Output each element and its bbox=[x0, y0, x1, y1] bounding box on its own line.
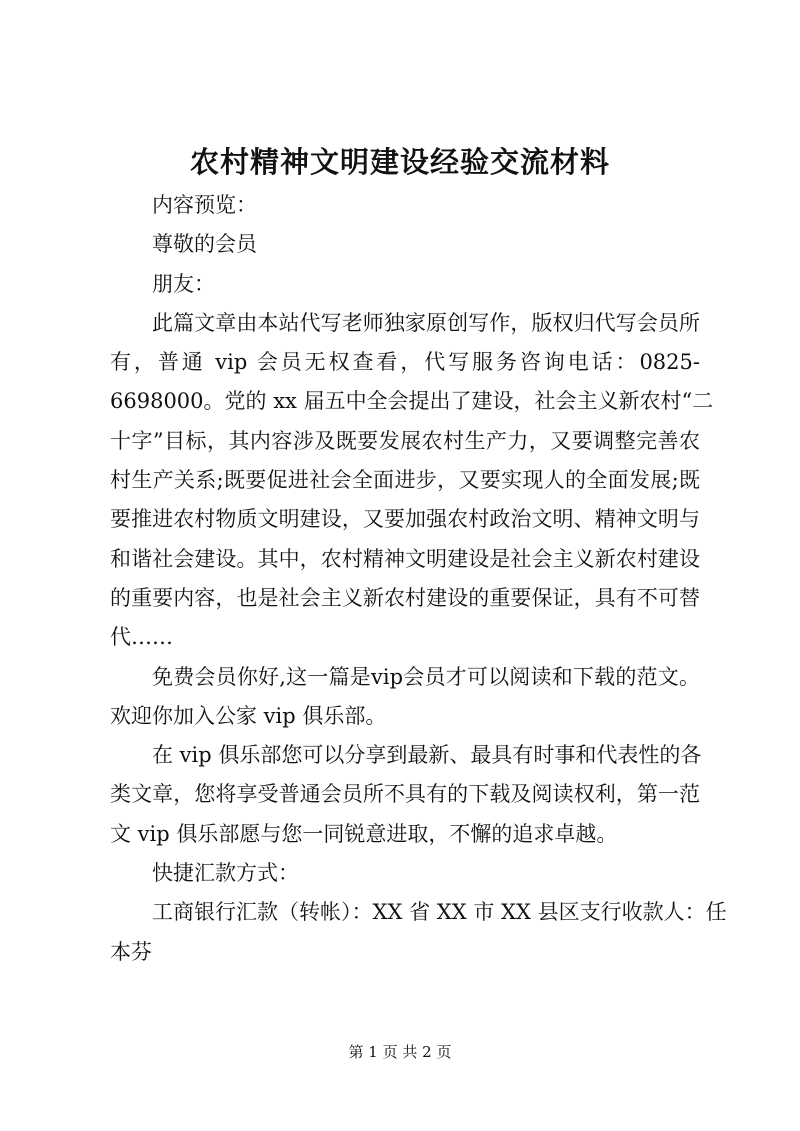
paragraph-preview-label bbox=[110, 186, 700, 225]
text-line: 村生产关系;既要促进社会全面进步，又要实现人的全面发展;既 bbox=[110, 468, 700, 493]
text-line: 免费会员你好,这一篇是vip会员才可以阅读和下载的范文。 bbox=[152, 664, 700, 689]
paragraph-payment-heading bbox=[110, 854, 700, 893]
text-line: 工商银行汇款（转帐）：XX 省 XX 市 XX 县区支行收款人：任 bbox=[152, 900, 727, 925]
page-number-footer: 第 1 页 共 2 页 bbox=[348, 1043, 452, 1061]
text-line: 尊敬的会员 bbox=[152, 232, 257, 257]
text-line: 要推进农村物质文明建设，又要加强农村政治文明、精神文明与 bbox=[110, 507, 700, 532]
text-line: 有，普通 vip 会员无权查看，代写服务咨询电话：0825- bbox=[110, 350, 700, 375]
document-body bbox=[110, 186, 727, 972]
text-line: 本芬 bbox=[110, 939, 152, 964]
document-title: 农村精神文明建设经验交流材料 bbox=[189, 145, 610, 179]
paragraph-bank-transfer bbox=[110, 893, 727, 972]
text-line: 在 vip 俱乐部您可以分享到最新、最具有时事和代表性的各 bbox=[152, 743, 702, 768]
text-line: 朋友： bbox=[152, 271, 215, 296]
text-line: 快捷汇款方式： bbox=[152, 861, 299, 886]
text-line: 的重要内容，也是社会主义新农村建设的重要保证，具有不可替 bbox=[110, 585, 700, 610]
text-line: 内容预览： bbox=[152, 193, 257, 217]
text-line: 和谐社会建设。其中，农村精神文明建设是社会主义新农村建设 bbox=[110, 546, 700, 571]
text-line: 6698000。党的 xx 届五中全会提出了建设，社会主义新农村“二 bbox=[110, 389, 714, 414]
paragraph-intro bbox=[110, 304, 714, 658]
text-line: 代…… bbox=[110, 625, 173, 650]
paragraph-vip-club bbox=[110, 736, 700, 854]
paragraph-salutation bbox=[110, 265, 700, 304]
text-line: 类文章，您将享受普通会员所不具有的下载及阅读权利，第一范 bbox=[110, 782, 700, 807]
paragraph-member-notice bbox=[110, 658, 700, 737]
paragraph-greeting bbox=[110, 225, 700, 264]
text-line: 欢迎你加入公家 vip 俱乐部。 bbox=[110, 703, 387, 728]
text-line: 十字”目标，其内容涉及既要发展农村生产力，又要调整完善农 bbox=[110, 428, 700, 453]
text-line: 文 vip 俱乐部愿与您一同锐意进取，不懈的追求卓越。 bbox=[110, 821, 618, 846]
text-line: 此篇文章由本站代写老师独家原创写作，版权归代写会员所 bbox=[152, 310, 700, 335]
